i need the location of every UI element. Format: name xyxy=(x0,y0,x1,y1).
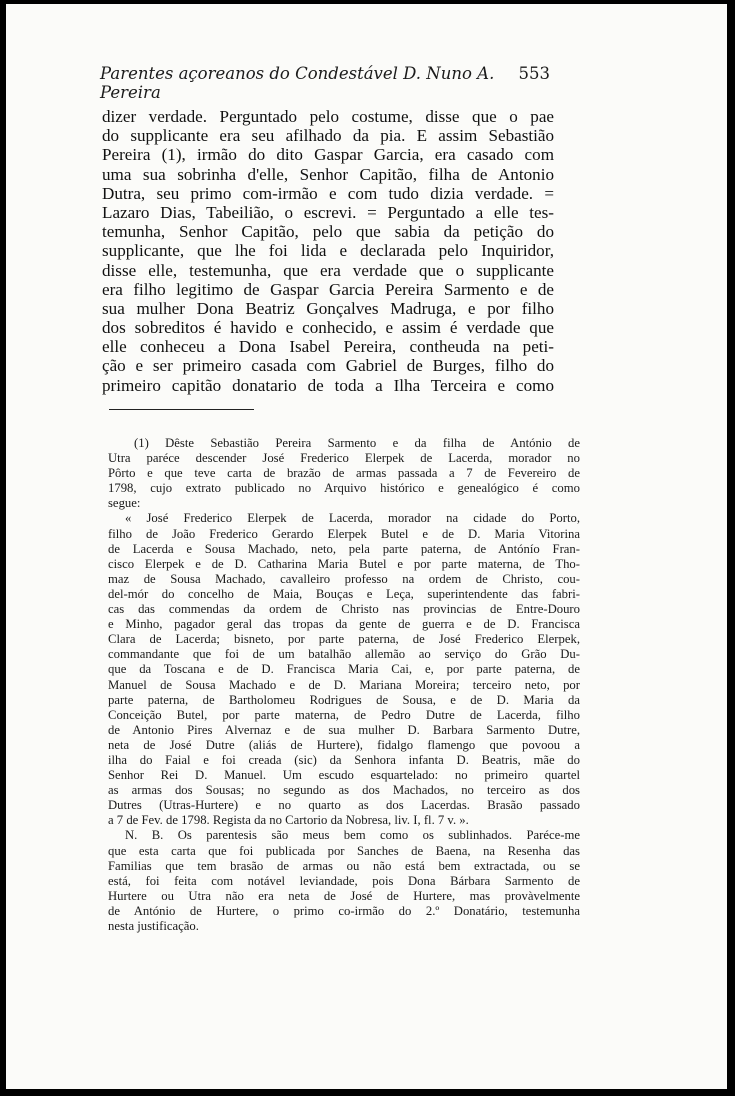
footnote-line: (1) Dêste Sebastião Pereira Sarmento e da filha de António de xyxy=(134,436,580,450)
footnote-line: de Antonio Pires Alvernaz e de sua mulher D. Barbara Sarmento Dutre, xyxy=(108,722,580,737)
page-number: 553 xyxy=(518,64,550,83)
footnote-line: a 7 de Fev. de 1798. Regista da no Cartorio da Nobresa, liv. I, fl. 7 v. ». xyxy=(108,813,469,828)
footnote-line: de Lacerda e Sousa Machado, neto, pela parte paterna, de Antónío Fran- xyxy=(108,541,580,556)
footnote-line: Pôrto e que teve carta de brazão de armas passada a 7 de Fevereiro de xyxy=(108,466,580,481)
footnote-line: 1798, cujo extrato publicado no Arquivo histórico e genealógico é como xyxy=(108,481,580,496)
footnote-line: « José Frederico Elerpek de Lacerda, morador na cidade do Porto, xyxy=(125,511,580,526)
footnote-line: maz de Sousa Machado, cavalleiro professo na ordem de Christo, cou- xyxy=(108,571,580,586)
footnote-line: nesta justificação. xyxy=(108,919,199,933)
footnote-line: commandante que foi de um batalhão allemão ao serviço do Grão Du- xyxy=(108,647,580,662)
footnote-line: segue: xyxy=(108,496,141,511)
running-title: Parentes açoreanos do Condestável D. Nuno A. Pereira xyxy=(100,64,495,102)
footnote-line: Hurtere ou Utra não era neta de José de Hurtere, mas provàvelmente xyxy=(108,888,580,903)
text-line: dos sobreditos é havido e conhecido, e assim é verdade que xyxy=(102,318,554,338)
text-line: sua mulher Dona Beatriz Gonçalves Madruga, e por filho xyxy=(102,298,554,318)
text-line: uma sua sobrinha d'elle, Senhor Capitão, filha de Antonio xyxy=(102,164,554,184)
text-line: dizer verdade. Perguntado pelo costume, disse que o pae xyxy=(102,107,554,126)
footnote-line: N. B. Os parentesis são meus bem como os sublinhados. Paréce-me xyxy=(125,828,580,843)
text-line: primeiro capitão donatario de toda a Ilha Terceira e como xyxy=(102,375,554,395)
text-line: era filho legitimo de Gaspar Garcia Pereira Sarmento e de xyxy=(102,279,554,299)
footnote-line: Conceição Butel, por parte materna, de Pedro Dutre de Lacerda, filho xyxy=(108,707,580,722)
footnote-line: Utra paréce descender José Frederico Elerpek de Lacerda, morador no xyxy=(108,451,580,466)
footnote-line: de António de Hurtere, o primo co-irmão do 2.º Donatário, testemunha xyxy=(108,903,580,918)
footnote-line: Familias que tem brasão de armas ou não está bem extractada, ou se xyxy=(108,858,580,873)
footnote-line: Dutres (Utras-Hurtere) e no quarto as dos Lacerdas. Brasão passado xyxy=(108,798,580,813)
text-line: Pereira (1), irmão do dito Gaspar Garcia, era casado com xyxy=(102,145,554,165)
footnote-line: cisco Elerpek e de D. Catharina Maria Butel e por parte materna, de Tho- xyxy=(108,556,580,571)
footnote-line: que da Toscana e de D. Francisca Maria Cai, e, por parte paterna, de xyxy=(108,662,580,677)
footnote-line: del-mór do concelho de Maia, Bouças e Leça, superintendente das fabri- xyxy=(108,586,580,601)
footnote-line: e Minho, pagador geral das tropas da gente de guerra e de D. Francisca xyxy=(108,617,580,632)
running-header xyxy=(100,64,550,102)
text-line: elle conheceu a Dona Isabel Pereira, contheuda na peti- xyxy=(102,337,554,357)
footnote-line: ilha do Faial e foi creada (sic) da Senhora infanta D. Beatris, mãe do xyxy=(108,752,580,767)
footnote-line: as armas dos Sousas; no segundo as dos Machados, no terceiro as dos xyxy=(108,783,580,798)
footnote-line: que esta carta que foi publicada por Sanches de Baena, na Resenha das xyxy=(108,843,580,858)
footnote-line: filho de João Frederico Gerardo Elerpek Butel e de D. Maria Vitorina xyxy=(108,526,580,541)
main-text xyxy=(102,107,554,395)
text-line: supplicante, que lhe foi lida e declarada pelo Inquiridor, xyxy=(102,241,554,261)
text-line: ção e ser primeiro casada com Gabriel de Burges, filho do xyxy=(102,356,554,376)
footnote-line: parte paterna, de Bartholomeu Rodrigues de Sousa, e de D. Maria da xyxy=(108,692,580,707)
footnote-line: Clara de Lacerda; bisneto, por parte paterna, de José Frederico Elerpek, xyxy=(108,632,580,647)
text-line: temunha, Senhor Capitão, pelo que sabia da petição do xyxy=(102,222,554,242)
footnote-line: neta de José Dutre (aliás de Hurtere), fidalgo flamengo que povoou a xyxy=(108,737,580,752)
text-line: Lazaro Dias, Tabeilião, o escrevi. = Perguntado a elle tes- xyxy=(102,202,554,222)
book-page xyxy=(6,4,727,1089)
footnote xyxy=(108,436,580,934)
text-line: Dutra, seu primo com-irmão e com tudo dizia verdade. = xyxy=(102,183,554,203)
footnote-rule xyxy=(109,409,254,410)
footnote-line: está, foi feita com notável leviandade, pois Dona Bárbara Sarmento de xyxy=(108,873,580,888)
text-line: disse elle, testemunha, que era verdade que o supplicante xyxy=(102,260,554,280)
footnote-line: Manuel de Sousa Machado e de D. Mariana Moreira; terceiro neto, por xyxy=(108,677,580,692)
footnote-line: cas das commendas da ordem de Christo nas provincias de Entre-Douro xyxy=(108,602,580,617)
text-line: do supplicante era seu afilhado da pia. E assim Sebastião xyxy=(102,126,554,146)
footnote-line: Senhor Rei D. Manuel. Um escudo esquartelado: no primeiro quartel xyxy=(108,768,580,783)
